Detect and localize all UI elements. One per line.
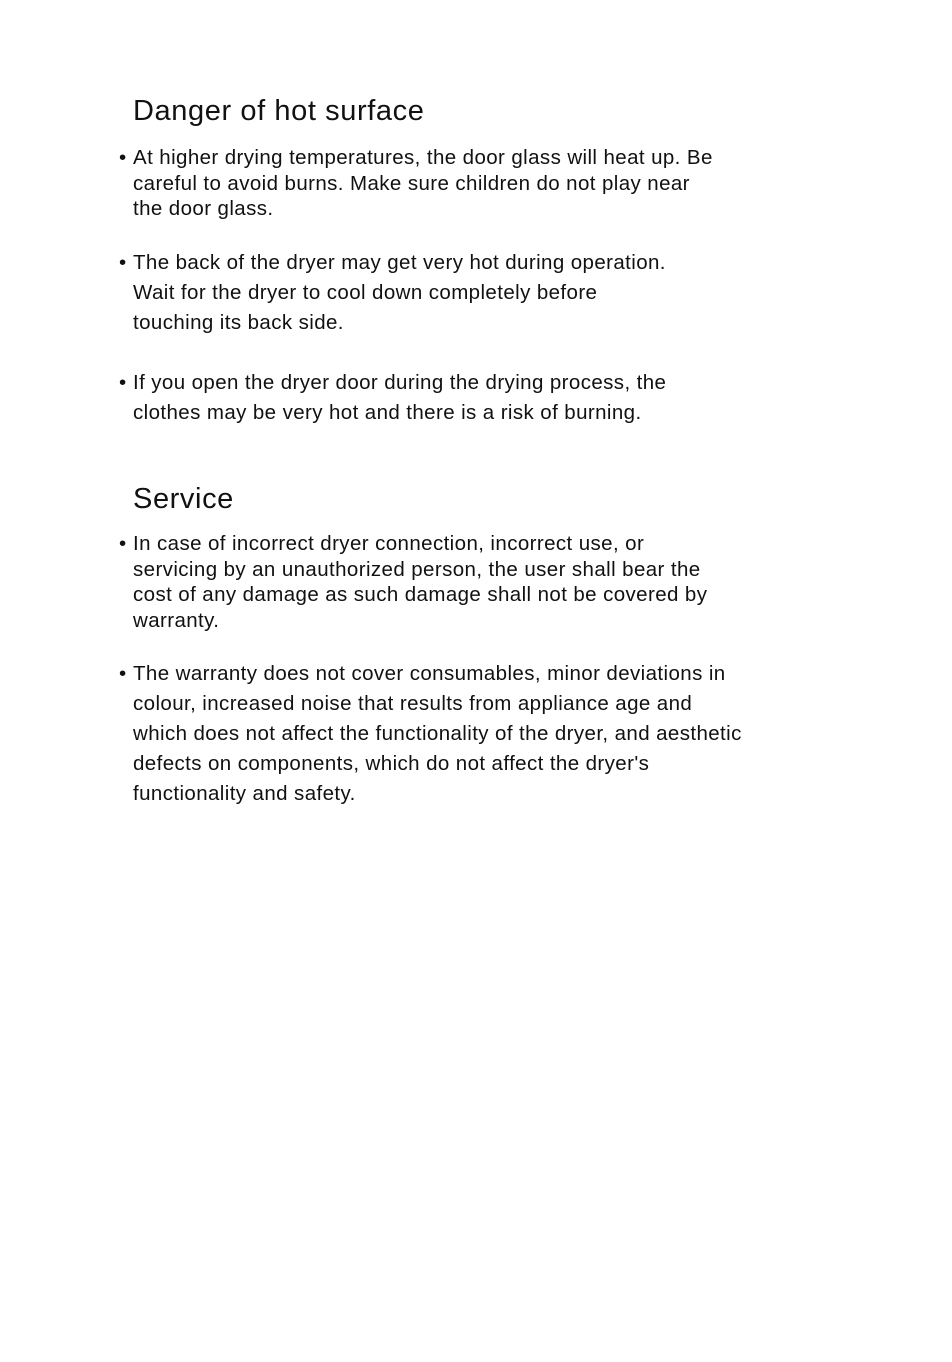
item-text-line: The warranty does not cover consumables, minor deviations in [133, 662, 726, 685]
bullet-icon: • [119, 532, 127, 555]
item-text-line: which does not affect the functionality of the dryer, and aesthetic [133, 722, 742, 745]
list-item-door-glass [119, 145, 713, 222]
item-text-line: warranty. [133, 608, 220, 632]
bullet-icon: • [119, 371, 127, 394]
item-text-line: functionality and safety. [133, 782, 356, 805]
item-text-line: defects on components, which do not affect the dryer's [133, 752, 650, 775]
item-text-line: the door glass. [133, 197, 274, 220]
item-text-line: clothes may be very hot and there is a risk of burning. [133, 401, 642, 424]
bullet-icon: • [119, 662, 127, 685]
bullet-icon: • [119, 146, 127, 169]
bullet-icon: • [119, 251, 127, 274]
item-text-line: If you open the dryer door during the drying process, the [133, 371, 667, 394]
list-item-incorrect-connection [119, 531, 707, 633]
list-item-warranty-exclusions [119, 659, 742, 809]
item-text-line: At higher drying temperatures, the door glass will heat up. Be [133, 146, 713, 169]
list-item-back-hot [119, 248, 666, 338]
section-heading-hot-surface: Danger of hot surface [133, 95, 425, 127]
list-item-door-open [119, 368, 666, 428]
item-text-line: touching its back side. [133, 311, 344, 334]
item-text-line: servicing by an unauthorized person, the user shall bear the [133, 557, 701, 581]
item-text-line: Wait for the dryer to cool down completely before [133, 281, 598, 304]
section-heading-service: Service [133, 483, 234, 515]
item-text-line: colour, increased noise that results from appliance age and [133, 692, 693, 715]
item-text-line: cost of any damage as such damage shall not be covered by [133, 583, 708, 606]
item-text-line: In case of incorrect dryer connection, incorrect use, or [133, 532, 645, 555]
item-text-line: The back of the dryer may get very hot during operation. [133, 251, 666, 274]
item-text-line: careful to avoid burns. Make sure children do not play near [133, 171, 690, 195]
